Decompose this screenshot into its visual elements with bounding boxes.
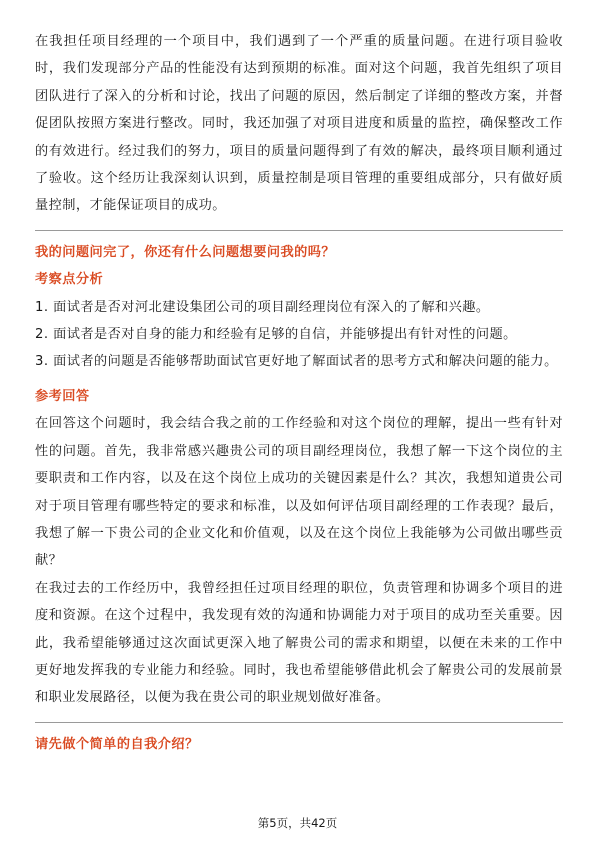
- document-page: [35, 28, 563, 758]
- section-divider: [35, 230, 563, 231]
- reference-answer-paragraph: 在回答这个问题时，我会结合我之前的工作经验和对这个岗位的理解，提出一些有针对性的问题。首先，我非常感兴趣贵公司的项目副经理岗位，我想了解一下这个岗位的主要职责和工作内容，以及在这个岗位上成功的关键因素是什么？其次，我想知道贵公司对于项目管理有哪些特定的要求和标准，以及如何评估项目副经理的工作表现？最后，我想了解一下贵公司的企业文化和价值观，以及在这个岗位上我能够为公司做出哪些贡献？: [35, 416, 563, 569]
- analysis-item: 3. 面试者的问题是否能够帮助面试官更好地了解面试者的思考方式和解决问题的能力。: [35, 354, 558, 370]
- next-question-title: 请先做个简单的自我介绍？: [35, 736, 199, 752]
- analysis-item: 2. 面试者是否对自身的能力和经验有足够的自信，并能够提出有针对性的问题。: [35, 327, 517, 343]
- analysis-item: 1. 面试者是否对河北建设集团公司的项目副经理岗位有深入的了解和兴趣。: [35, 299, 490, 315]
- reference-answer-paragraph: 在我过去的工作经历中，我曾经担任过项目经理的职位，负责管理和协调多个项目的进度和资源。在这个过程中，我发现有效的沟通和协调能力对于项目的成功至关重要。因此，我希望能够通过这次面试更深入地了解贵公司的需求和期望，以便在未来的工作中更好地发挥我的专业能力和经验。同时，我也希望能够借此机会了解贵公司的发展前景和职业发展路径，以便为我在贵公司的职业规划做好准备。: [35, 580, 563, 706]
- page-number-footer: 第5页，共42页: [257, 816, 338, 830]
- previous-answer-paragraph: 在我担任项目经理的一个项目中，我们遇到了一个严重的质量问题。在进行项目验收时，我们发现部分产品的性能没有达到预期的标准。面对这个问题，我首先组织了项目团队进行了深入的分析和讨论，找出了问题的原因，然后制定了详细的整改方案，并督促团队按照方案进行整改。同时，我还加强了对项目进度和质量的监控，确保整改工作的有效进行。经过我们的努力，项目的质量问题得到了有效的解决，最终项目顺利通过了验收。这个经历让我深刻认识到，质量控制是项目管理的重要组成部分，只有做好质量控制，才能保证项目的成功。: [35, 34, 563, 214]
- analysis-heading: 考察点分析: [35, 272, 104, 288]
- section-divider: [35, 722, 563, 723]
- question-title: 我的问题问完了，你还有什么问题想要问我的吗？: [35, 244, 336, 260]
- reference-answer-heading: 参考回答: [35, 388, 90, 404]
